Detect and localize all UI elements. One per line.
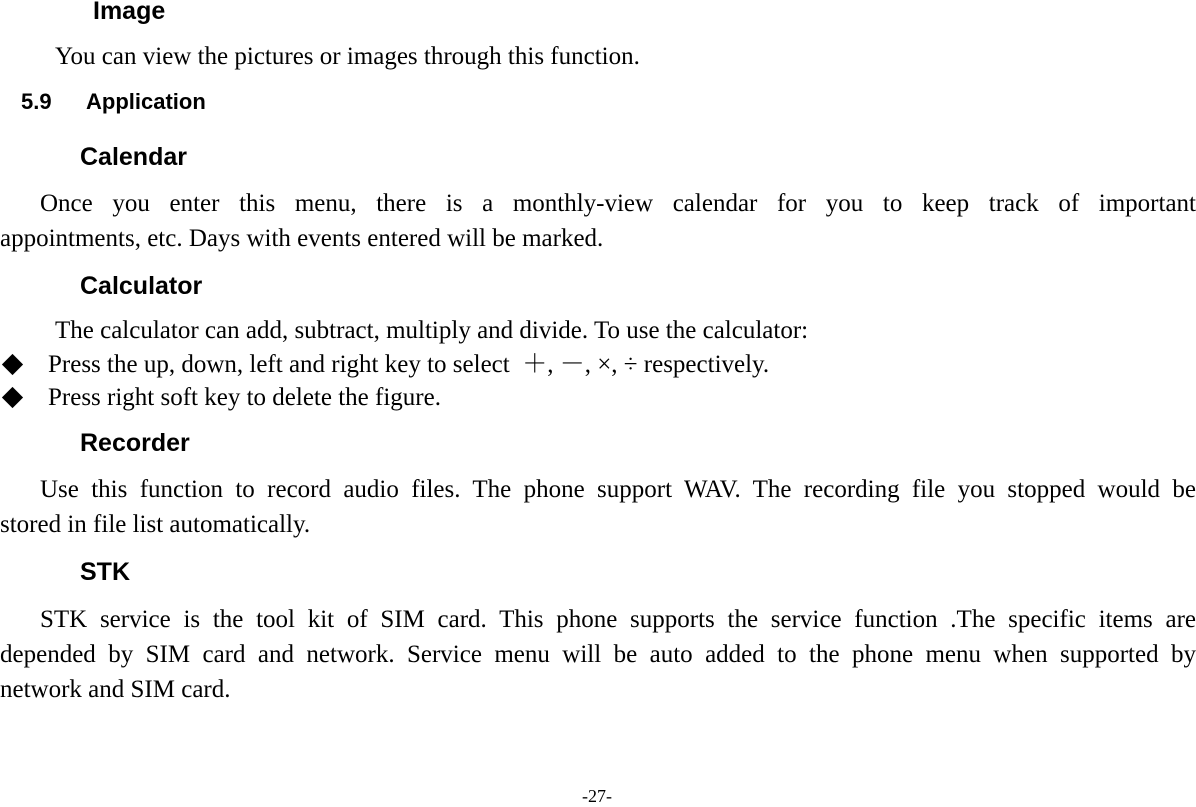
bullet-diamond-icon	[5, 390, 20, 410]
section-title: Application	[86, 89, 206, 114]
stk-paragraph-line-2: depended by SIM card and network. Service menu will be auto added to the phone menu when supported by	[0, 641, 1196, 668]
calendar-heading: Calendar	[80, 143, 187, 171]
stk-heading: STK	[80, 558, 130, 586]
calendar-paragraph-line-1: Once you enter this menu, there is a monthly-view calendar for you to keep track of important	[40, 190, 1196, 217]
calculator-heading: Calculator	[80, 272, 203, 300]
recorder-paragraph-line-1: Use this function to record audio files. The phone support WAV. The recording file you stopped would be	[40, 476, 1196, 503]
calculator-bullet-1: Press the up, down, left and right key to select ＋, －, ×, ÷ respectively.	[48, 351, 770, 378]
section-number: 5.9	[21, 89, 52, 114]
calculator-bullet-2: Press right soft key to delete the figure.	[48, 384, 441, 411]
calendar-paragraph-line-2: appointments, etc. Days with events entered will be marked.	[0, 225, 604, 252]
recorder-paragraph-line-2: stored in file list automatically.	[0, 511, 311, 538]
stk-paragraph-line-1: STK service is the tool kit of SIM card. This phone supports the service function .The specific items are	[40, 606, 1196, 633]
stk-paragraph-line-3: network and SIM card.	[0, 676, 231, 703]
calculator-intro: The calculator can add, subtract, multiply and divide. To use the calculator:	[55, 317, 809, 344]
recorder-heading: Recorder	[80, 429, 190, 457]
image-description: You can view the pictures or images through this function.	[55, 43, 640, 70]
page-number: -27-	[582, 786, 612, 806]
image-heading: Image	[93, 0, 166, 25]
bullet-diamond-icon	[5, 357, 20, 377]
